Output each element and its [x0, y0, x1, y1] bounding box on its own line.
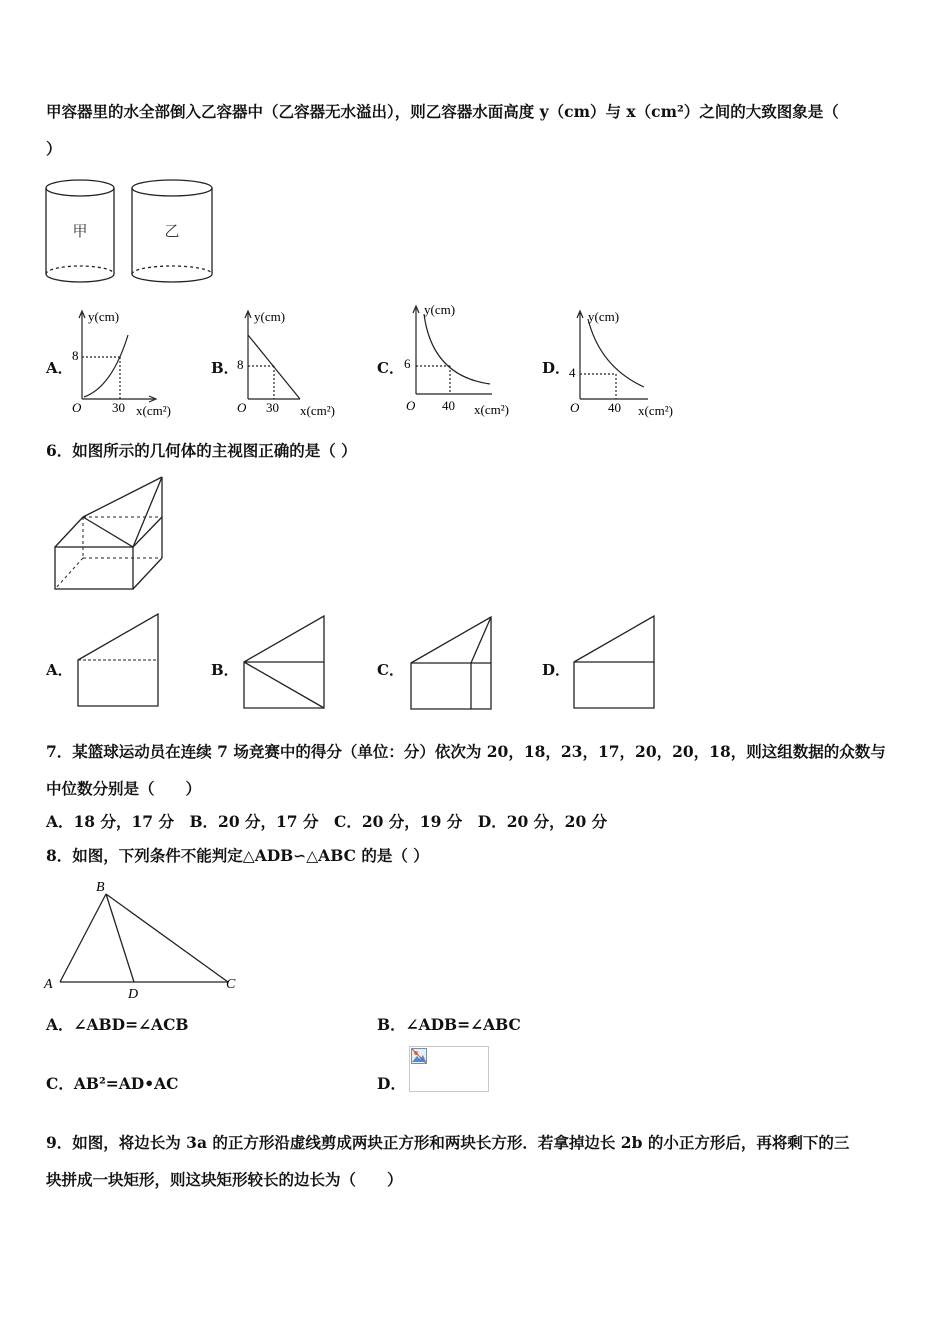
q5-stem-line1: 甲容器里的水全部倒入乙容器中（乙容器无水溢出），则乙容器水面高度 y（cm）与 x（cm²）之间的大致图象是（ — [46, 102, 839, 121]
q5-graph-a-xmark: 30 — [112, 400, 125, 415]
q5-graph-b-xmark: 30 — [266, 400, 279, 415]
q5-graph-b-ylabel: y(cm) — [254, 309, 286, 324]
q7-stem-line2: 中位数分别是（ ） — [46, 779, 202, 798]
containers-figure — [44, 176, 219, 288]
q6-view-d — [572, 614, 658, 712]
q5-graph-d-ymark: 4 — [569, 365, 576, 380]
q5-graph-d-ylabel: y(cm) — [588, 309, 620, 324]
q8-option-d: D． — [377, 1074, 406, 1093]
q6-view-b — [242, 614, 328, 712]
q8-option-a: A．∠ABD=∠ACB — [46, 1015, 189, 1034]
q5-graph-a-origin: O — [72, 400, 82, 415]
q8-point-b: B — [96, 880, 105, 895]
q5-option-a-label: A． — [46, 359, 73, 377]
q5-graph-b — [236, 305, 346, 420]
q5-graph-c-xlabel: x(cm²) — [474, 402, 509, 417]
q7-stem-line1: 7．某篮球运动员在连续 7 场竞赛中的得分（单位：分）依次为 20，18，23，17，20，20，18，则这组数据的众数与 — [46, 742, 886, 761]
q5-graph-d-origin: O — [570, 400, 580, 415]
broken-image-icon — [411, 1048, 427, 1064]
q5-graph-d — [568, 305, 688, 420]
q5-option-d-label: D． — [542, 359, 571, 377]
q5-graph-a-ylabel: y(cm) — [88, 309, 120, 324]
q9-stem-line1: 9．如图，将边长为 3a 的正方形沿虚线剪成两块正方形和两块长方形．若拿掉边长 2b 的小正方形后，再将剩下的三 — [46, 1133, 850, 1152]
q8-point-d: D — [128, 987, 139, 1002]
q5-graph-b-xlabel: x(cm²) — [300, 403, 335, 418]
q6-option-c-label: C． — [377, 661, 404, 679]
q5-stem-line2: ） — [46, 139, 62, 158]
q5-graph-c-xmark: 40 — [442, 398, 455, 413]
q5-graph-d-xmark: 40 — [608, 400, 621, 415]
q7-options: A．18 分，17 分 B．20 分，17 分 C．20 分，19 分 D．20 分，20 分 — [46, 812, 608, 831]
q6-view-a — [76, 612, 162, 710]
q6-solid-figure — [50, 472, 170, 594]
q8-option-c: C．AB²=AD•AC — [46, 1074, 179, 1093]
q5-graph-a-curve — [84, 335, 128, 397]
q5-graph-d-xlabel: x(cm²) — [638, 403, 673, 418]
q6-stem: 6．如图所示的几何体的主视图正确的是（ ） — [46, 441, 357, 460]
broken-image-placeholder — [409, 1046, 489, 1092]
q8-point-c: C — [226, 977, 236, 992]
q5-graph-c-curve — [424, 314, 490, 384]
q8-point-a: A — [44, 977, 53, 992]
q8-option-b: B．∠ADB=∠ABC — [377, 1015, 521, 1034]
q6-option-d-label: D． — [542, 661, 571, 679]
q9-stem-line2: 块拼成一块矩形，则这块矩形较长的边长为（ ） — [46, 1170, 403, 1189]
container-yi-label: 乙 — [164, 224, 180, 240]
q5-option-b-label: B． — [211, 359, 239, 377]
q5-graph-c-origin: O — [406, 398, 416, 413]
q6-option-b-label: B． — [211, 661, 239, 679]
q8-stem: 8．如图，下列条件不能判定△ADB∽△ABC 的是（ ） — [46, 846, 429, 865]
q5-graph-a-xlabel: x(cm²) — [136, 403, 171, 418]
q8-triangle-figure — [42, 876, 242, 1002]
q5-graph-b-ymark: 8 — [237, 357, 244, 372]
q5-graph-a — [70, 305, 180, 420]
q5-graph-c-ymark: 6 — [404, 356, 411, 371]
q5-option-c-label: C． — [377, 359, 404, 377]
q5-graph-a-ymark: 8 — [72, 348, 79, 363]
q6-view-c — [409, 615, 497, 713]
q5-graph-c — [402, 298, 522, 420]
container-jia-label: 甲 — [72, 224, 88, 240]
q5-graph-b-origin: O — [237, 400, 247, 415]
q5-graph-c-ylabel: y(cm) — [424, 302, 456, 317]
q6-option-a-label: A． — [46, 661, 73, 679]
q5-graph-d-curve — [588, 319, 644, 387]
